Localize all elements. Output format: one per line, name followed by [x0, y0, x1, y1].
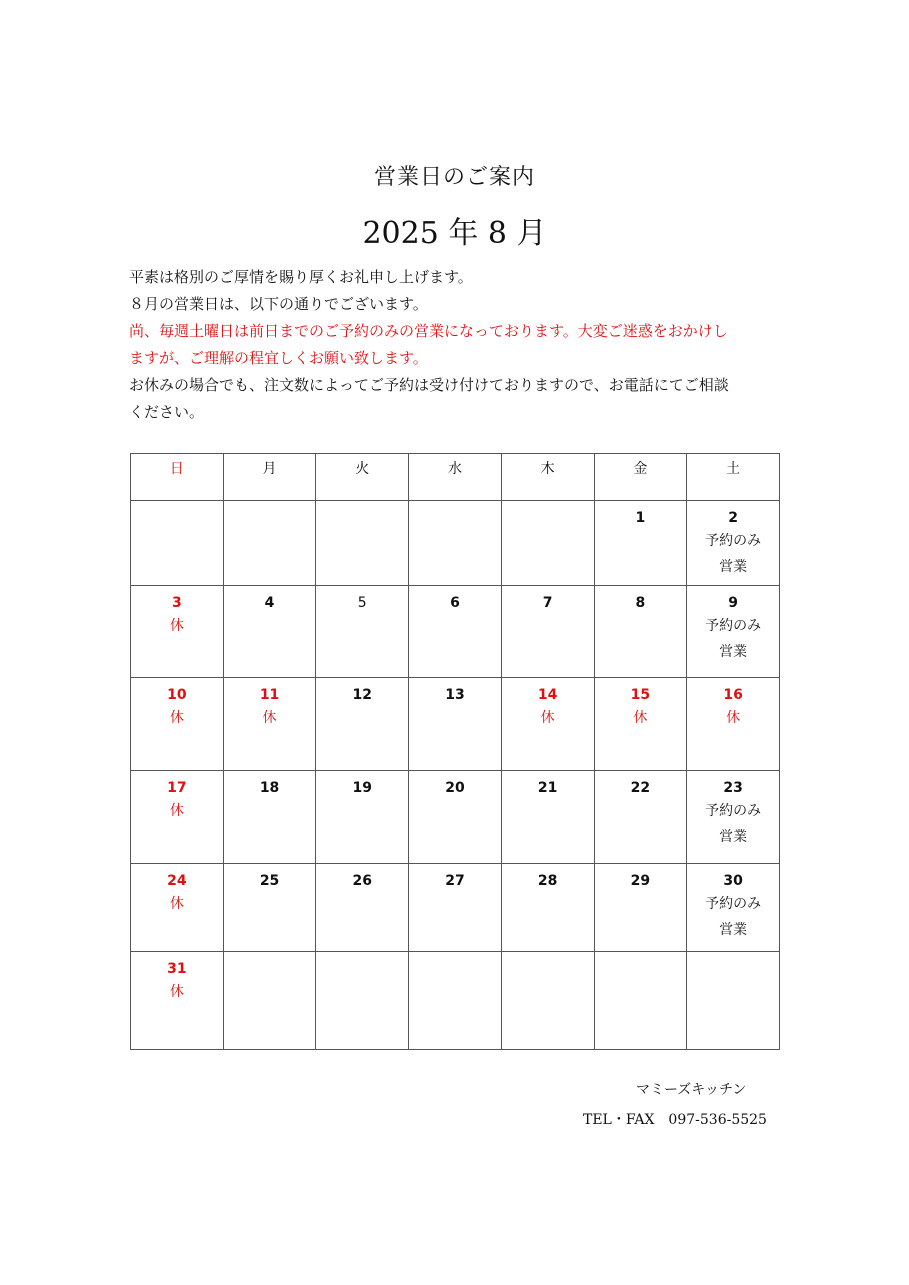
- day-number: 22: [630, 779, 651, 796]
- calendar-day-cell: [223, 952, 316, 1050]
- calendar-day-cell: [501, 585, 594, 678]
- day-number: 29: [630, 872, 651, 889]
- calendar-day-cell: [316, 585, 409, 678]
- day-number: 30: [723, 872, 743, 889]
- calendar-day-cell: [409, 952, 502, 1050]
- day-number: 4: [264, 594, 275, 611]
- tel-fax: TEL・FAX 097-536-5525: [583, 1112, 767, 1128]
- calendar-day-cell: [501, 678, 594, 771]
- intro-line: ますが、ご理解の程宜しくお願い致します。: [129, 349, 428, 367]
- intro-line: ください。: [129, 403, 205, 421]
- calendar-day-cell: [594, 952, 687, 1050]
- calendar-day-cell: [687, 501, 780, 586]
- calendar-day-cell: [594, 501, 687, 586]
- day-number: 16: [723, 687, 743, 704]
- calendar-day-cell: [687, 863, 780, 952]
- intro-text: [129, 264, 789, 426]
- day-number: 25: [259, 872, 280, 889]
- intro-line: 平素は格別のご厚情を賜り厚くお礼申し上げます。: [129, 268, 473, 286]
- closed-label: 休: [633, 710, 648, 727]
- calendar-day-cell: [316, 863, 409, 952]
- intro-line: お休みの場合でも、注文数によってご予約は受け付けておりますので、お電話にてご相談: [129, 376, 729, 394]
- day-number: 31: [167, 961, 187, 978]
- reservation-only-label: 予約のみ 営業: [705, 533, 762, 575]
- calendar-week-row: [131, 863, 780, 952]
- page-title: 営業日のご案内: [373, 165, 535, 190]
- calendar-day-cell: [131, 770, 224, 863]
- intro-line: ８月の営業日は、以下の通りでございます。: [129, 295, 428, 313]
- reservation-only-label: 予約のみ 営業: [705, 617, 762, 660]
- day-number: 6: [450, 594, 460, 611]
- calendar-day-cell: [316, 678, 409, 771]
- shop-name: マミーズキッチン: [636, 1082, 747, 1098]
- closed-label: 休: [169, 802, 184, 819]
- reservation-only-label: 予約のみ 営業: [705, 802, 762, 845]
- calendar-day-cell: [594, 863, 687, 952]
- calendar-day-cell: [687, 770, 780, 863]
- day-number: 26: [352, 872, 372, 889]
- calendar-day-cell: [594, 678, 687, 771]
- calendar-day-cell: [223, 863, 316, 952]
- calendar-day-cell: [131, 501, 224, 586]
- closed-label: 休: [169, 710, 184, 727]
- weekday-label: 日: [131, 454, 224, 501]
- weekday-header-row: [131, 454, 780, 501]
- calendar-day-cell: [687, 678, 780, 771]
- day-number: 28: [537, 872, 558, 889]
- calendar-week-row: [131, 952, 780, 1050]
- calendar-day-cell: [409, 863, 502, 952]
- calendar-day-cell: [594, 770, 687, 863]
- day-number: 18: [259, 779, 280, 796]
- business-calendar: [130, 453, 780, 1050]
- calendar-day-cell: [131, 863, 224, 952]
- calendar-day-cell: [131, 952, 224, 1050]
- month-heading: 2025 年 8 月: [362, 216, 547, 251]
- day-number: 27: [445, 872, 465, 889]
- day-number: 21: [537, 779, 558, 796]
- day-number: 19: [352, 779, 372, 796]
- weekday-label: 土: [687, 454, 780, 501]
- weekday-label: 金: [594, 454, 687, 501]
- intro-line: 尚、毎週土曜日は前日までのご予約のみの営業になっております。大変ご迷惑をおかけし: [129, 322, 728, 340]
- calendar-day-cell: [501, 952, 594, 1050]
- day-number: 11: [259, 687, 280, 704]
- day-number: 3: [171, 594, 182, 611]
- calendar-day-cell: [409, 585, 502, 678]
- weekday-label: 水: [409, 454, 502, 501]
- day-number: 23: [723, 779, 743, 796]
- day-number: 9: [728, 594, 738, 611]
- day-number: 1: [635, 510, 646, 526]
- calendar-day-cell: [316, 952, 409, 1050]
- calendar-day-cell: [409, 770, 502, 863]
- day-number: 7: [542, 594, 553, 611]
- day-number: 10: [167, 687, 187, 704]
- weekday-label: 木: [501, 454, 594, 501]
- calendar-day-cell: [501, 863, 594, 952]
- weekday-label: 月: [223, 454, 316, 501]
- closed-label: 休: [169, 617, 184, 634]
- day-number: 20: [445, 779, 465, 796]
- calendar-day-cell: [223, 501, 316, 586]
- calendar-day-cell: [131, 585, 224, 678]
- calendar-week-row: [131, 585, 780, 678]
- closed-label: 休: [726, 710, 741, 727]
- calendar-day-cell: [687, 952, 780, 1050]
- calendar-day-cell: [687, 585, 780, 678]
- calendar-day-cell: [409, 501, 502, 586]
- day-number: 2: [728, 510, 738, 526]
- calendar-day-cell: [223, 770, 316, 863]
- calendar-day-cell: [223, 678, 316, 771]
- day-number: 8: [635, 594, 646, 611]
- day-number: 24: [167, 872, 187, 889]
- calendar-day-cell: [223, 585, 316, 678]
- calendar-day-cell: [501, 770, 594, 863]
- calendar-week-row: [131, 501, 780, 586]
- calendar-day-cell: [316, 770, 409, 863]
- closed-label: 休: [262, 710, 277, 727]
- closed-label: 休: [540, 710, 555, 727]
- day-number: 17: [167, 779, 187, 796]
- day-number: 12: [352, 687, 372, 704]
- day-number: 13: [445, 687, 465, 704]
- calendar-week-row: [131, 770, 780, 863]
- day-number: 14: [537, 687, 558, 704]
- day-number: 5: [357, 594, 367, 611]
- calendar-day-cell: [131, 678, 224, 771]
- closed-label: 休: [169, 895, 184, 912]
- calendar-day-cell: [316, 501, 409, 586]
- weekday-label: 火: [316, 454, 409, 501]
- reservation-only-label: 予約のみ 営業: [705, 895, 762, 938]
- calendar-week-row: [131, 678, 780, 771]
- closed-label: 休: [169, 984, 184, 1001]
- day-number: 15: [630, 687, 651, 704]
- calendar-day-cell: [501, 501, 594, 586]
- calendar-day-cell: [594, 585, 687, 678]
- calendar-day-cell: [409, 678, 502, 771]
